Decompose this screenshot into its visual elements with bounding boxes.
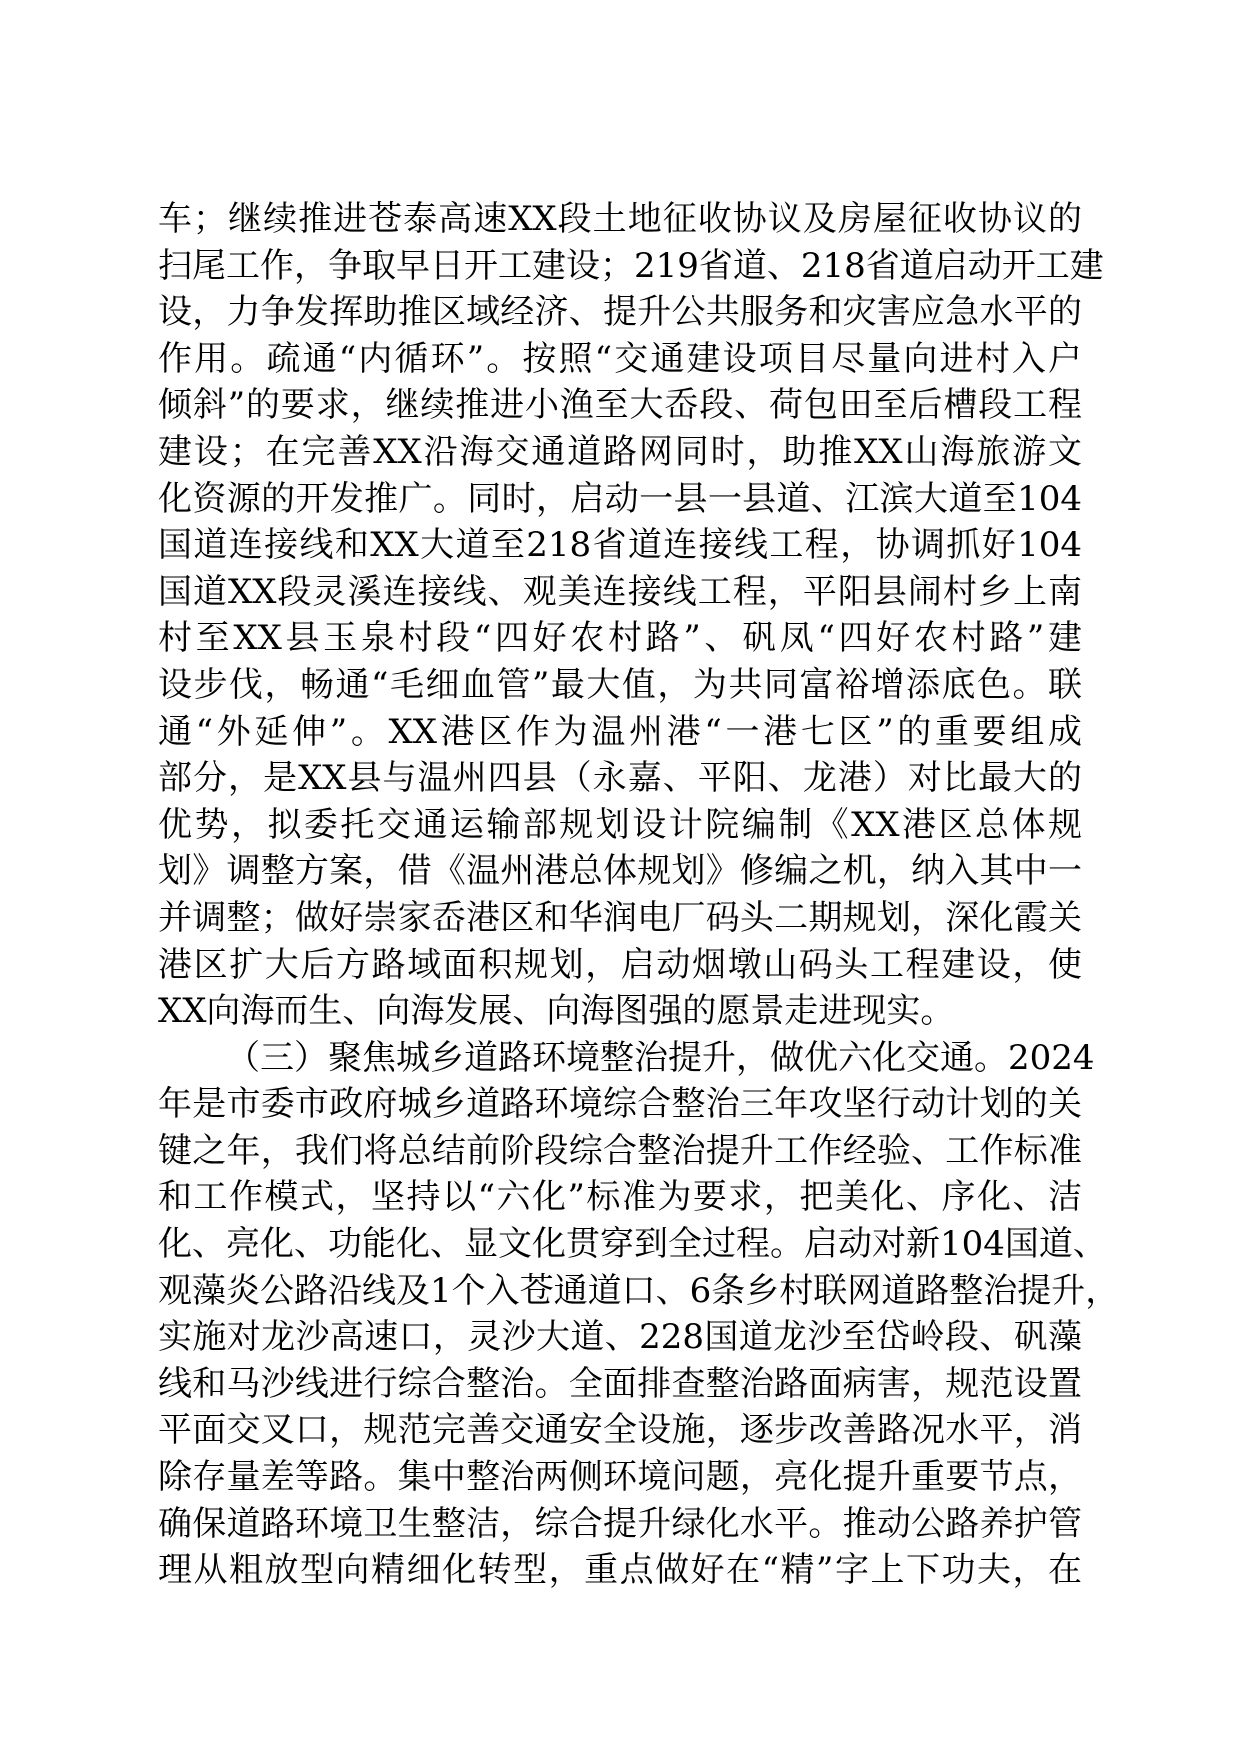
text-line: 年是市委市政府城乡道路环境综合整治三年攻坚行动计划的关 — [158, 1084, 1082, 1125]
text-line: 建设；在完善XX沿海交通道路网同时，助推XX山海旅游文 — [158, 431, 1082, 472]
text-line: 观藻炎公路沿线及1个入苍通道口、6条乡村联网道路整治提升， — [158, 1270, 1120, 1311]
text-line: 确保道路环境卫生整洁，综合提升绿化水平。推动公路养护管 — [158, 1503, 1082, 1544]
text-line: 国道连接线和XX大道至218省道连接线工程，协调抓好104 — [158, 525, 1082, 566]
text-line: 车；继续推进苍泰高速XX段土地征收协议及房屋征收协议的 — [158, 199, 1082, 239]
body-text — [158, 196, 1120, 1594]
text-line: 实施对龙沙高速口，灵沙大道、228国道龙沙至岱岭段、矾藻 — [158, 1317, 1082, 1358]
text-line: 平面交叉口，规范完善交通安全设施，逐步改善路况水平，消 — [158, 1410, 1082, 1451]
text-line: 通“外延伸”。XX港区作为温州港“一港七区”的重要组成 — [158, 711, 1082, 752]
text-line: 化资源的开发推广。同时，启动一县一县道、江滨大道至104 — [158, 478, 1082, 519]
text-line: 划》调整方案，借《温州港总体规划》修编之机，纳入其中一 — [158, 851, 1082, 892]
text-line: 扫尾工作，争取早日开工建设；219省道、218省道启动开工建 — [158, 245, 1104, 286]
section-heading-line: （三）聚焦城乡道路环境整治提升，做优六化交通。2024 — [226, 1037, 1095, 1078]
text-line: 国道XX段灵溪连接线、观美连接线工程，平阳县闹村乡上南 — [158, 571, 1082, 612]
text-line: 作用。疏通“内循环”。按照“交通建设项目尽量向进村入户 — [158, 338, 1082, 379]
text-line: 键之年，我们将总结前阶段综合整治提升工作经验、工作标准 — [158, 1130, 1082, 1171]
text-line: 部分，是XX县与温州四县（永嘉、平阳、龙港）对比最大的 — [158, 758, 1082, 799]
text-line: 港区扩大后方路域面积规划，启动烟墩山码头工程建设，使 — [158, 944, 1082, 985]
text-line: 理从粗放型向精细化转型，重点做好在“精”字上下功夫，在 — [158, 1550, 1082, 1591]
text-line: 倾斜”的要求，继续推进小渔至大岙段、荷包田至后槽段工程 — [158, 385, 1082, 426]
text-line: 化、亮化、功能化、显文化贯穿到全过程。启动对新104国道、 — [158, 1224, 1107, 1265]
text-line: 设步伐，畅通“毛细血管”最大值，为共同富裕增添底色。联 — [158, 664, 1082, 705]
text-line: 并调整；做好崇家岙港区和华润电厂码头二期规划，深化霞关 — [158, 897, 1082, 938]
text-line: 村至XX县玉泉村段“四好农村路”、矾凤“四好农村路”建 — [158, 618, 1082, 659]
text-line: 设，力争发挥助推区域经济、提升公共服务和灾害应急水平的 — [158, 292, 1082, 333]
text-line: 除存量差等路。集中整治两侧环境问题，亮化提升重要节点， — [158, 1457, 1082, 1498]
text-line: 和工作模式，坚持以“六化”标准为要求，把美化、序化、洁 — [158, 1177, 1082, 1218]
text-line: 线和马沙线进行综合整治。全面排查整治路面病害，规范设置 — [158, 1363, 1082, 1404]
text-line: 优势，拟委托交通运输部规划设计院编制《XX港区总体规 — [158, 804, 1082, 845]
text-line: XX向海而生、向海发展、向海图强的愿景走进现实。 — [158, 991, 955, 1032]
